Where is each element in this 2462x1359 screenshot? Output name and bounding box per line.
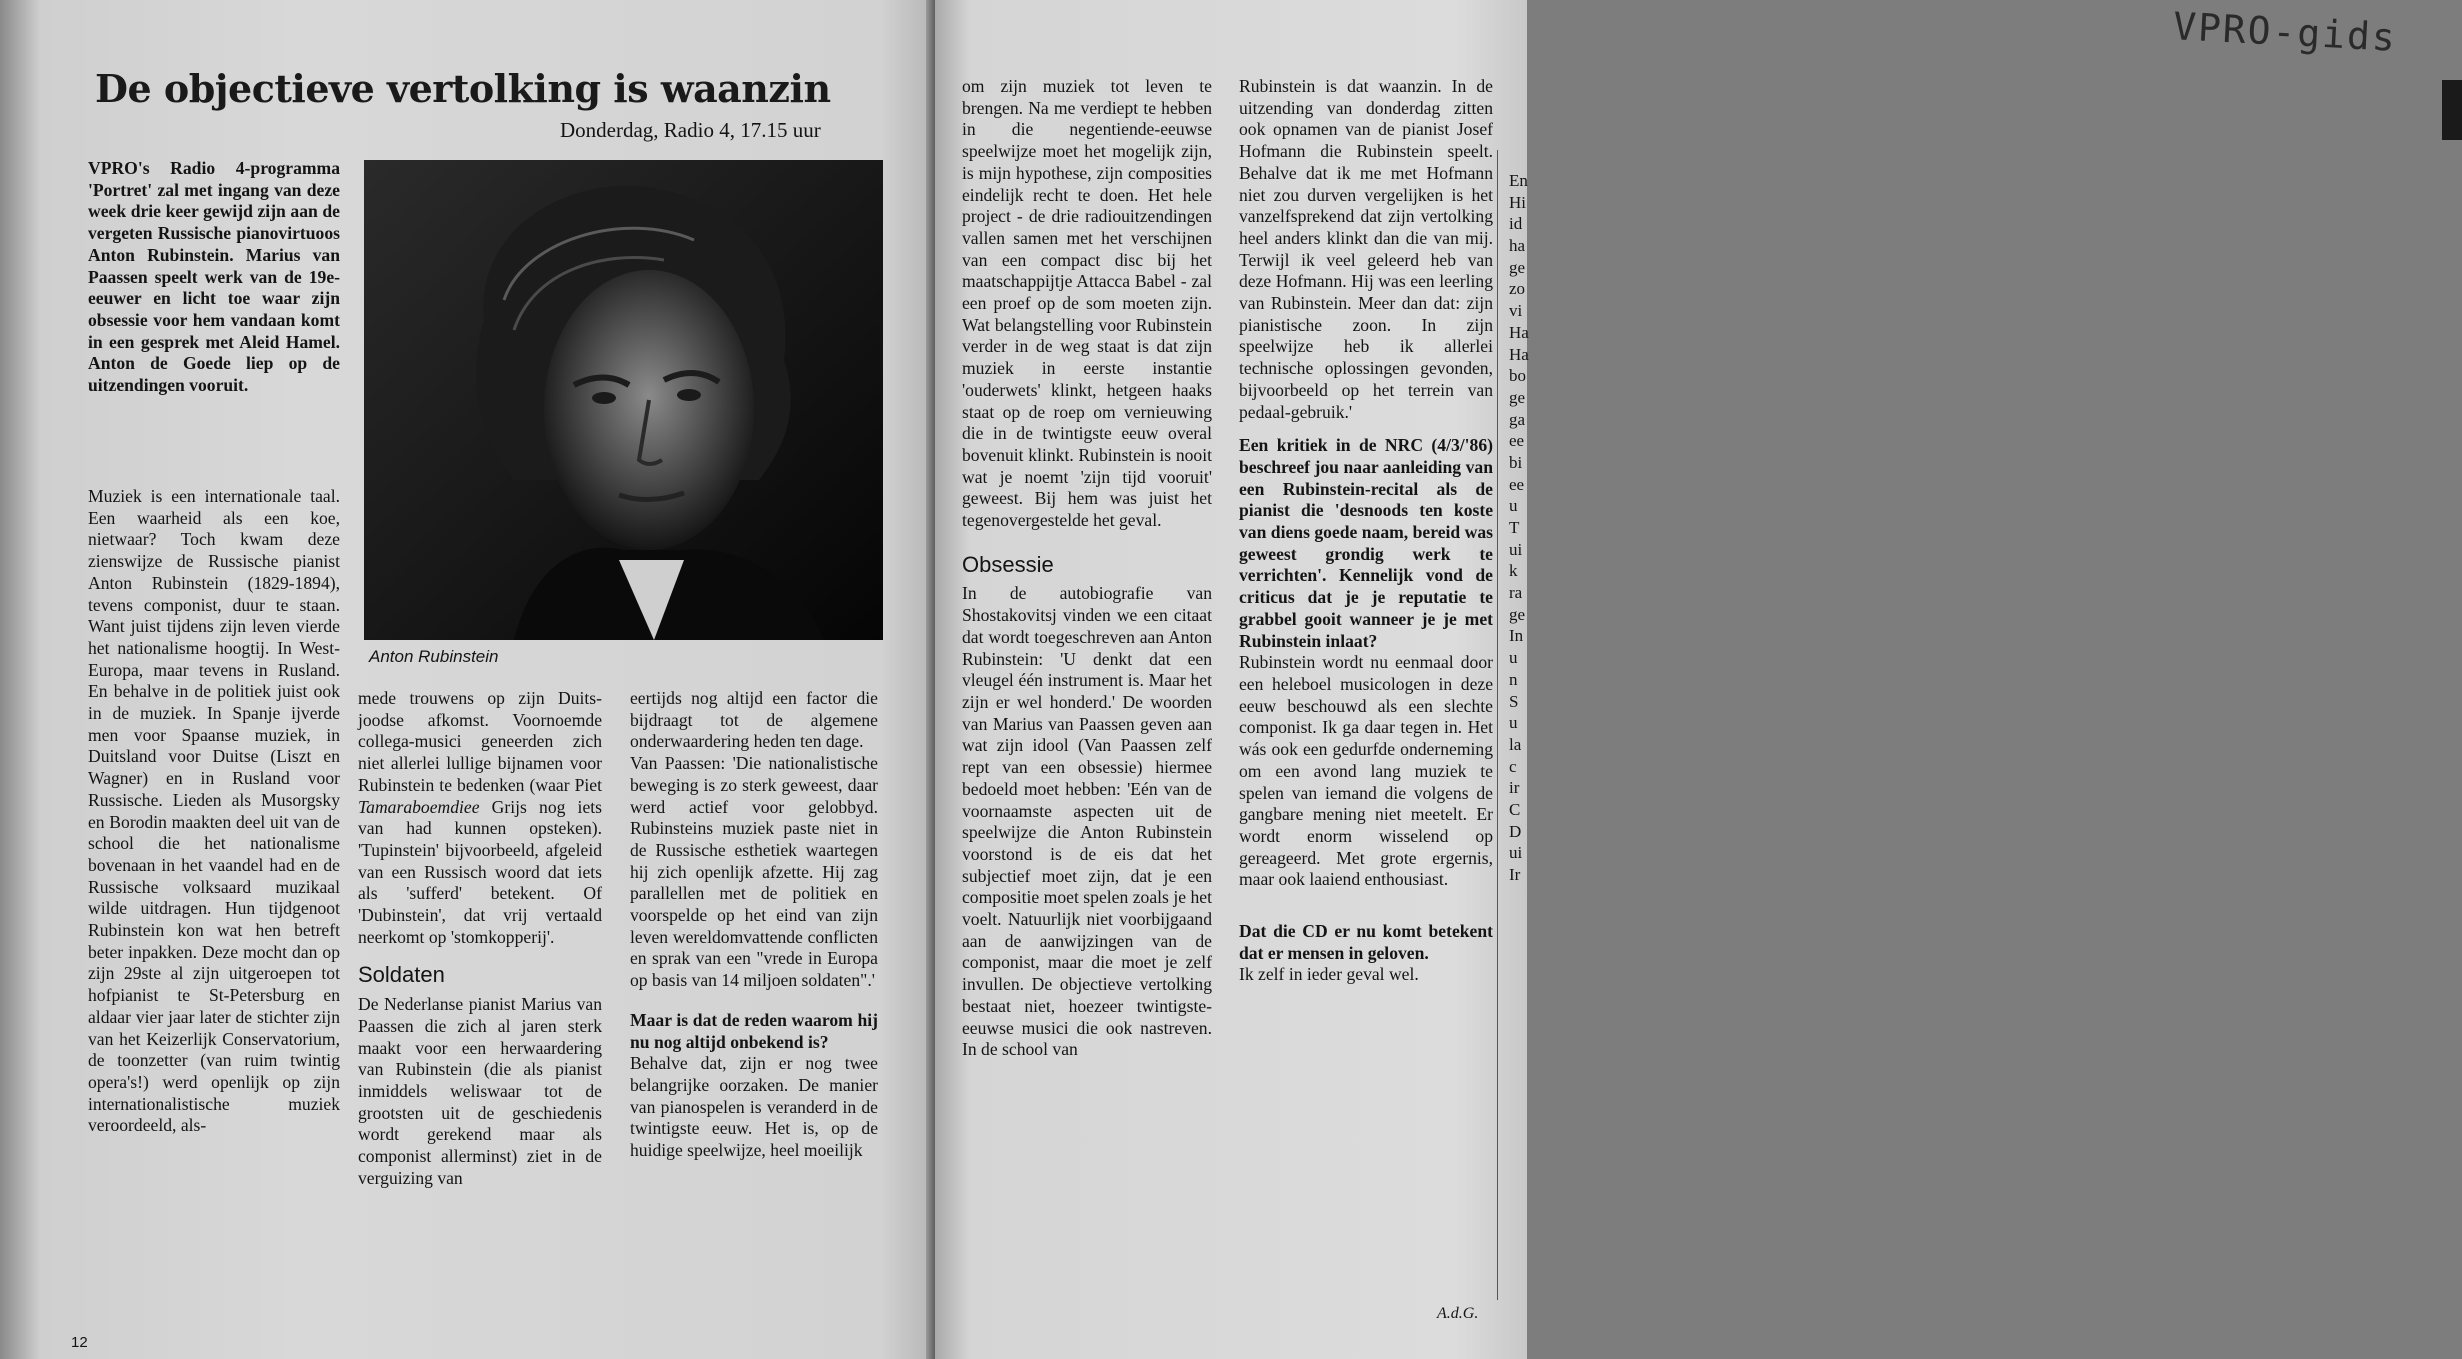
edge-fragment: la: [1509, 734, 1522, 754]
column-3: [630, 688, 878, 1162]
edge-fragment: ge: [1509, 257, 1526, 277]
edge-fragment: id: [1509, 214, 1523, 234]
edge-fragment: ra: [1509, 583, 1523, 603]
column-5: [1239, 76, 1493, 986]
intro-paragraph: VPRO's Radio 4-programma 'Portret' zal met ingang van deze week drie keer gewijd zijn aan de vergeten Russische pianovirtuoos Anton Rubinstein. Marius van Paassen speelt werk van de 19e-eeuwer en licht toe waar zijn obsessie voor hem vandaan komt in een gesprek met Aleid Hamel. Anton de Goede liep op de uitzendingen vooruit.: [88, 158, 340, 396]
edge-fragment: k: [1509, 561, 1518, 581]
edge-fragment: c: [1509, 756, 1517, 776]
column-3-para-2: Van Paassen: 'Die nationalistische beweging is zo sterk geweest, daar werd actief voor gelobbyd. Rubinsteins muziek paste niet in de Russische esthetiek waartegen hij zich openlijk afzette. Hij zag parallellen met de politiek en voorspelde op het eind van zijn leven wereldomvattende conflicten en sprak van een "vrede in Europa op basis van 14 miljoen soldaten".': [630, 753, 878, 991]
handwritten-note: VPRO-gids: [2172, 4, 2398, 60]
edge-fragment: Ha: [1509, 344, 1529, 364]
author-signature: A.d.G.: [1437, 1305, 1479, 1322]
edge-fragment: ui: [1509, 539, 1523, 559]
column-3-para-1: eertijds nog altijd een factor die bijdraagt tot de algemene onderwaardering heden ten dage.: [630, 688, 878, 752]
column-4-para-1: om zijn muziek tot leven te brengen. Na me verdiept te hebben in die negentiende-eeuwse speelwijze moet het mogelijk zijn, is mijn hypothese, zijn composities eindelijk recht te doen. Het hele project - de drie radiouitzendingen vallen samen met het verschijnen van een compact disc bij het maatschappijtje Attacca Babel - zal een proef op de som moeten zijn. Wat belangstelling voor Rubinstein verder in de weg staat is dat zijn muziek in eerste instantie 'ouderwets' klinkt, hetgeen haaks staat op de roep om vernieuwing die in de twintigste eeuw overal bovenuit klinkt. Rubinstein is nooit wat je noemt 'zijn tijd vooruit' geweest. Bij hem was juist het tegenovergestelde het geval.: [962, 76, 1212, 531]
dateline: Donderdag, Radio 4, 17.15 uur: [560, 118, 821, 142]
edge-fragment: u: [1509, 648, 1518, 668]
edge-fragment: u: [1509, 713, 1518, 733]
column-1: [88, 486, 340, 1137]
column-1-text: Muziek is een internationale taal. Een waarheid als een koe, nietwaar? Toch kwam deze zienswijze de Russische pianist Anton Rubinstein (1829-1894), tevens componist, duur te staan. Want juist tijdens zijn leven vierde het nationalisme hoogtij. In West-Europa, maar tevens in Rusland. En behalve in de politiek juist ook in de muziek. In Spanje ijverde men voor Spaanse muziek, in Duitsland voor Duitse (Liszt en Wagner) en in Rusland voor Russische. Lieden als Musorgsky en Borodin maakten deel uit van de school die het nationalisme bovenaan in het vaandel had en de Russische volksaard muzikaal wilde uitdragen. Hun tijdgenoot Rubinstein kon wat hen betreft beter inpakken. Deze mocht dan op zijn 29ste al zijn uitgeroepen tot hofpianist te St-Petersburg en aldaar vier jaar later de stichter zijn van het Keizerlijk Conservatorium, de toonzetter (van ruim twintig opera's!) werd openlijk op zijn internationalistische muziek veroordeeld, als-: [88, 486, 340, 1136]
edge-fragment: S: [1509, 691, 1519, 711]
edge-fragment: n: [1509, 669, 1518, 689]
edge-fragment: T: [1509, 518, 1520, 537]
edge-fragment: ha: [1509, 236, 1526, 256]
edge-fragment: D: [1509, 821, 1522, 841]
edge-fragment: ga: [1509, 409, 1526, 429]
edge-fragment: ee: [1509, 431, 1525, 451]
photo-caption: Anton Rubinstein: [369, 647, 499, 666]
column-3-question: Maar is dat de reden waarom hij nu nog altijd onbekend is?: [630, 1009, 878, 1052]
column-5-para-2: Rubinstein wordt nu eenmaal door een heleboel musicologen in deze eeuw beschouwd als een slechte componist. Ik ga daar tegen in. Het wás ook een gedurfde onderneming om een avond lang muziek te spelen van iemand die volgens de gangbare mening niet meetelt. Er wordt enorm wisselend op gereageerd. Met grote ergernis, maar ook laaiend enthousiast.: [1239, 652, 1493, 890]
edge-fragment: bi: [1509, 452, 1523, 472]
subhead-soldaten: Soldaten: [358, 962, 445, 988]
edge-fragment: bo: [1509, 366, 1526, 386]
edge-fragment: C: [1509, 799, 1521, 819]
column-5-question-2: Dat die CD er nu komt betekent dat er mensen in geloven.: [1239, 921, 1493, 963]
edge-fragment: Hi: [1509, 192, 1526, 212]
edge-fragment: u: [1509, 496, 1518, 516]
edge-fragment: In: [1509, 626, 1524, 646]
edge-fragment: vi: [1509, 301, 1523, 321]
edge-fragment: ee: [1509, 474, 1525, 494]
column-4: [962, 76, 1212, 1061]
edge-fragment: zo: [1509, 279, 1526, 299]
edge-fragment: En: [1509, 171, 1528, 190]
column-5-para-1: Rubinstein is dat waanzin. In de uitzending van donderdag zitten ook opnamen van de pianist Josef Hofmann die Rubinstein speelt. Behalve dat ik me met Hofmann niet zou durven vergelijken is het vanzelfsprekend dat zijn vertolking heel anders klinkt dan die van mij. Terwijl ik veel geleerd heb van deze Hofmann. Hij was een leerling van Rubinstein. Meer dan dat: zijn pianistische zoon. In zijn speelwijze heb ik allerlei technische oplossingen gevonden, bijvoorbeeld op het terrein van pedaal-gebruik.': [1239, 76, 1493, 422]
next-page-edge-text: [1509, 170, 1527, 886]
column-2-para-1-italic: Tamaraboemdiee: [358, 796, 480, 817]
edge-fragment: Ha: [1509, 322, 1529, 342]
column-2-para-1-a: mede trouwens op zijn Duits-joodse afkomst. Voornoemde collega-musici geneerden zich niet allerlei lullige bijnamen voor Rubinstein te bedenken (waar Piet: [358, 688, 602, 795]
edge-black-block: [2442, 80, 2462, 140]
edge-fragment: ge: [1509, 387, 1526, 407]
subhead-obsessie: Obsessie: [962, 551, 1054, 577]
column-2-para-2: De Nederlanse pianist Marius van Paassen die zich al jaren sterk maakt voor een herwaardering van Rubinstein (die als pianist inmiddels weliswaar tot de grootsten uit de geschiedenis wordt gerekend maar als componist allerminst) ziet in de verguizing van: [358, 994, 602, 1188]
column-rule: [1497, 150, 1498, 1300]
column-2-para-1: [358, 688, 602, 948]
edge-fragment: ui: [1509, 843, 1523, 863]
column-5-question-1: Een kritiek in de NRC (4/3/'86) beschreef jou naar aanleiding van een Rubinstein-recital als de pianist die 'desnoods ten koste van diens goede naam, bereid was geweest grondig werk te verrichten'. Kennelijk vond de criticus dat je je reputatie te grabbel gooit wanneer je je met Rubinstein inlaat?: [1239, 435, 1493, 651]
edge-fragment: Ir: [1509, 865, 1521, 884]
intro-column: [88, 158, 340, 397]
portrait-image: [364, 160, 883, 640]
edge-fragment: ir: [1509, 778, 1520, 798]
column-4-para-2: In de autobiografie van Shostakovitsj vinden we een citaat dat wordt toegeschreven aan Anton Rubinstein: 'U denkt dat een vleugel één instrument is. Maar het zijn er wel honderd.' De woorden van Marius van Paassen geven aan wat zijn idool (Van Paassen zelf rept van een obsessie) hiermee bedoeld moet hebben: 'Eén van de voornaamste aspecten uit de speelwijze die Anton Rubinstein voorstond is de eis dat het subjectief moet zijn, dat je een compositie moet spelen zoals je het voelt. Natuurlijk niet voorbijgaand aan de aanwijzingen van de componist, maar die moet je zelf invullen. De objectieve vertolking bestaat niet, hoezeer twintigste-eeuwse musici die ook nastreven. In de school van: [962, 583, 1212, 1060]
column-5-para-3: Ik zelf in ieder geval wel.: [1239, 964, 1419, 985]
column-2-para-1-b: Grijs nog iets van had kunnen opsteken). 'Tupinstein' bijvoorbeeld, afgeleid van een Russisch woord dat iets als 'sufferd' betekent. Of 'Dubinstein', dat vrij vertaald neerkomt op 'stomkopperij'.: [358, 796, 602, 947]
left-page: [0, 0, 935, 1359]
column-2: [358, 688, 602, 1189]
headline: De objectieve vertolking is waanzin: [95, 66, 831, 111]
portrait-photo: [364, 160, 883, 640]
edge-fragment: ge: [1509, 604, 1526, 624]
column-3-para-3: Behalve dat, zijn er nog twee belangrijke oorzaken. De manier van pianospelen is veranderd in de twintigste eeuw. Het is, op de huidige speelwijze, heel moeilijk: [630, 1053, 878, 1161]
page-number: 12: [71, 1334, 88, 1351]
